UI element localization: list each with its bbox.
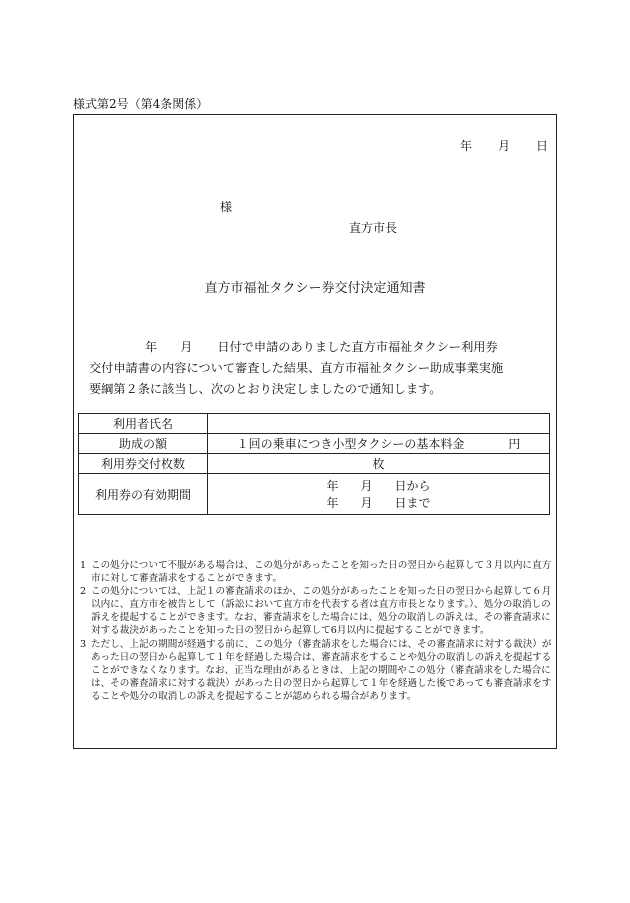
date-month: 月 — [498, 139, 511, 153]
yen-unit: 円 — [508, 437, 521, 451]
period-from-year: 年 — [326, 479, 339, 493]
note-text: この処分については、上記１の審査請求のほか、この処分があったことを知った日の翌日から起算して６月以内に、直方市を被告として（訴訟において直方市を代表する者は直方市長となります。）、処分の取消しの訴えを提起することができます。なお、審査請求をした場合には、処分の取消しの訴えは、その審査請求に対する裁決があったことを知った日の翌日から起算して6月以内に提起することができます。 — [91, 586, 552, 637]
body-year: 年 — [145, 340, 158, 354]
user-name-value — [208, 414, 550, 434]
validity-period-value — [208, 474, 550, 515]
note-number: 2 — [80, 586, 87, 598]
period-to-year: 年 — [326, 496, 339, 510]
body-line2: 交付申請書の内容について審査した結果、直方市福祉タクシー助成事業実施 — [89, 361, 504, 375]
period-from-day: 日から — [394, 479, 431, 493]
table-row — [79, 434, 550, 454]
period-to-month: 月 — [360, 496, 373, 510]
issue-date — [460, 137, 548, 154]
recipient-honorific: 様 — [220, 200, 233, 214]
note-item — [80, 585, 554, 637]
subsidy-amount-label: 助成の額 — [79, 434, 208, 454]
period-to-day: 日まで — [394, 496, 431, 510]
body-month: 月 — [180, 340, 193, 354]
ticket-count-label: 利用券交付枚数 — [79, 454, 208, 474]
validity-period-label: 利用券の有効期間 — [79, 474, 208, 515]
note-number: 3 — [80, 638, 87, 650]
document-title: 直方市福祉タクシー券交付決定通知書 — [204, 281, 426, 296]
subsidy-amount-text: １回の乗車につき小型タクシーの基本料金 — [236, 437, 465, 451]
table-row — [79, 414, 550, 434]
period-from-month: 月 — [360, 479, 373, 493]
body-paragraph — [89, 337, 549, 400]
note-item — [80, 559, 554, 585]
note-item — [80, 638, 554, 703]
ticket-count-value: 枚 — [208, 454, 550, 474]
decision-table — [78, 413, 550, 515]
date-day: 日 — [536, 139, 549, 153]
appeal-notes — [80, 559, 554, 703]
date-year: 年 — [460, 139, 473, 153]
body-line1: 日付で申請のありました直方市福祉タクシー利用券 — [217, 340, 498, 354]
note-text: この処分について不服がある場合は、この処分があったことを知った日の翌日から起算して３月以内に直方市に対して審査請求をすることができます。 — [91, 560, 552, 585]
note-text: ただし、上記の期間が経過する前に、この処分（審査請求をした場合には、その審査請求に対する裁決）があった日の翌日から起算して１年を経過した場合は、審査請求をすることや処分の取消しの訴えを提起することができなくなります。なお、正当な理由があるときは、上記の期間やこの処分（審査請求をした場合には、その審査請求に対する裁決）があった日の翌日から起算して１年を経過した後であっても審査請求をすることや処分の取消しの訴えを提起することが認められる場合があります。 — [91, 638, 552, 702]
table-row — [79, 474, 550, 515]
user-name-label: 利用者氏名 — [79, 414, 208, 434]
table-row — [79, 454, 550, 474]
issuer-name: 直方市長 — [349, 221, 398, 235]
form-number-label: 様式第2号（第4条関係） — [73, 97, 209, 111]
note-number: 1 — [80, 560, 87, 571]
subsidy-amount-value — [208, 434, 550, 454]
body-line3: 要綱第２条に該当し、次のとおり決定しましたので通知します。 — [89, 382, 442, 396]
